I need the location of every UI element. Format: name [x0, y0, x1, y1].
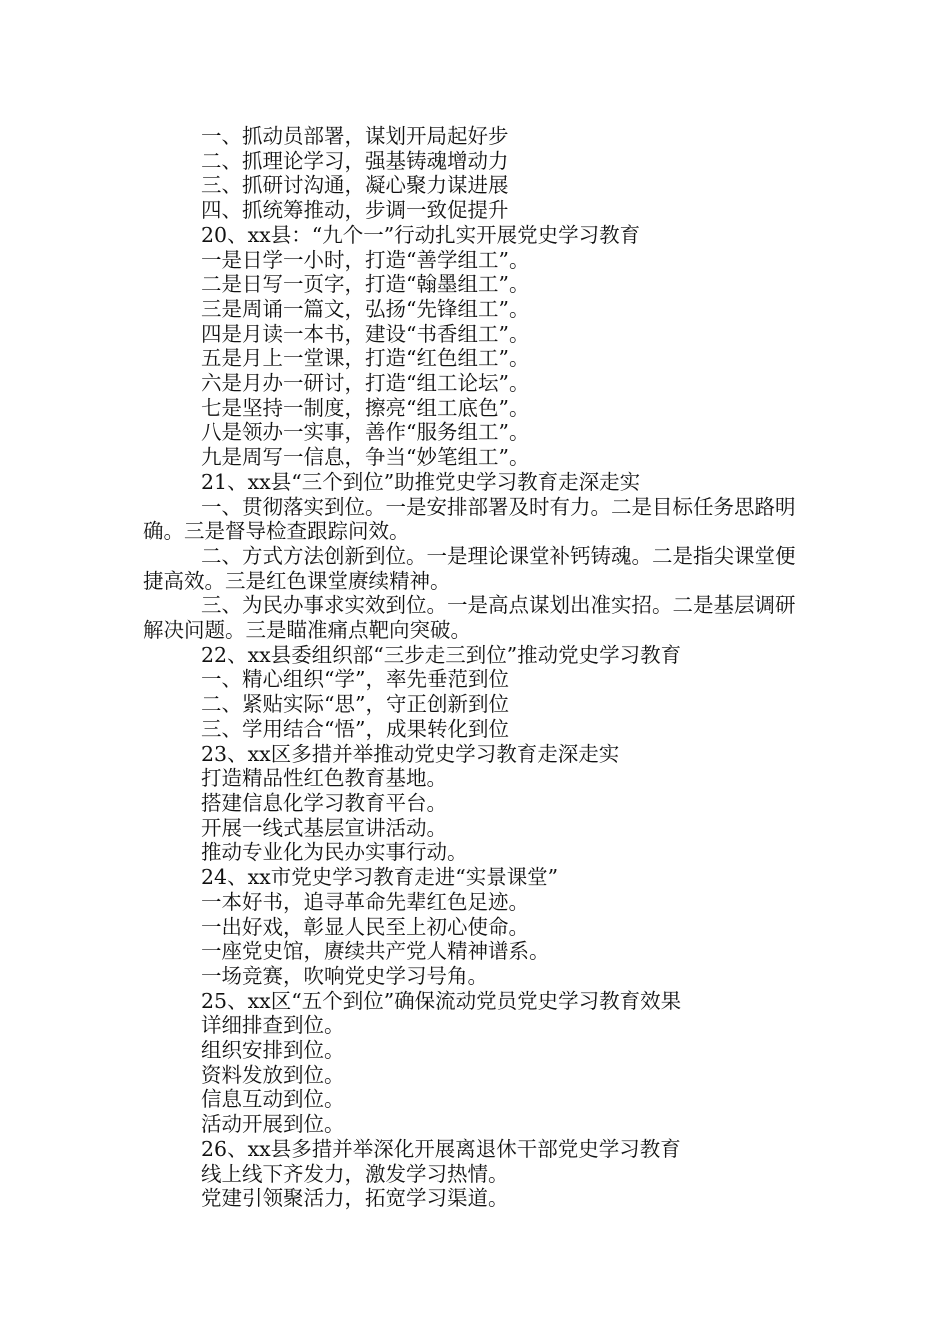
- text-line: 信息互动到位。: [201, 1087, 345, 1112]
- text-line: 打造精品性红色教育基地。: [201, 766, 447, 791]
- text-line: 一、精心组织“学”，率先垂范到位: [201, 667, 509, 692]
- text-line: 资料发放到位。: [201, 1062, 345, 1087]
- text-line: 党建引领聚活力，拓宽学习渠道。: [201, 1186, 509, 1211]
- section-heading: 25、xx区“五个到位”确保流动党员党史学习教育效果: [201, 988, 682, 1013]
- text-line: 九是周写一信息，争当“妙笔组工”。: [201, 445, 530, 470]
- section-heading: 26、xx县多措并举深化开展离退休干部党史学习教育: [201, 1136, 681, 1161]
- text-line: 四、抓统筹推动，步调一致促提升: [201, 198, 509, 223]
- text-line: 一、抓动员部署，谋划开局起好步: [201, 124, 509, 148]
- section-heading: 23、xx区多措并举推动党史学习教育走深走实: [201, 741, 620, 766]
- section-heading: 22、xx县委组织部“三步走三到位”推动党史学习教育: [201, 642, 682, 667]
- text-line: 八是领办一实事，善作“服务组工”。: [201, 420, 530, 445]
- text-line: 二、紧贴实际“思”，守正创新到位: [201, 692, 509, 717]
- text-line: 三、抓研讨沟通，凝心聚力谋进展: [201, 173, 509, 198]
- text-line: 活动开展到位。: [201, 1112, 345, 1137]
- section-heading: 20、xx县：“九个一”行动扎实开展党史学习教育: [201, 222, 641, 247]
- text-line: 五是月上一堂课，打造“红色组工”。: [201, 346, 530, 371]
- text-line: 开展一线式基层宣讲活动。: [201, 815, 447, 840]
- paragraph: 三、为民办事求实效到位。一是高点谋划出准实招。二是基层调研解决问题。三是瞄准痛点靶向突破。: [143, 593, 796, 643]
- text-line: 三是周诵一篇文，弘扬“先锋组工”。: [201, 296, 530, 321]
- text-line: 七是坚持一制度，擦亮“组工底色”。: [201, 395, 530, 420]
- text-line: 四是月读一本书，建设“书香组工”。: [201, 321, 530, 346]
- section-heading: 24、xx市党史学习教育走进“实景课堂”: [201, 865, 559, 890]
- section-heading: 21、xx县“三个到位”助推党史学习教育走深走实: [201, 469, 641, 494]
- text-line: 详细排查到位。: [201, 1013, 345, 1038]
- text-line: 推动专业化为民办实事行动。: [201, 840, 468, 865]
- document-body: [143, 124, 809, 1211]
- text-line: 一是日学一小时，打造“善学组工”。: [201, 247, 530, 272]
- text-line: 搭建信息化学习教育平台。: [201, 790, 447, 815]
- text-line: 一本好书，追寻革命先辈红色足迹。: [201, 889, 529, 914]
- paragraph: 一、贯彻落实到位。一是安排部署及时有力。二是目标任务思路明确。三是督导检查跟踪问效。: [143, 494, 796, 544]
- text-line: 组织安排到位。: [201, 1038, 345, 1063]
- text-line: 二、抓理论学习，强基铸魂增动力: [201, 148, 509, 173]
- text-line: 六是月办一研讨，打造“组工论坛”。: [201, 371, 530, 396]
- text-line: 三、学用结合“悟”，成果转化到位: [201, 716, 509, 741]
- text-line: 线上线下齐发力，激发学习热情。: [201, 1161, 509, 1186]
- text-line: 一场竞赛，吹响党史学习号角。: [201, 963, 488, 988]
- text-line: 二是日写一页字，打造“翰墨组工”。: [201, 272, 530, 297]
- text-line: 一座党史馆，赓续共产党人精神谱系。: [201, 939, 550, 964]
- paragraph: 二、方式方法创新到位。一是理论课堂补钙铸魂。二是指尖课堂便捷高效。三是红色课堂赓续精神。: [143, 543, 796, 593]
- text-line: 一出好戏，彰显人民至上初心使命。: [201, 914, 529, 939]
